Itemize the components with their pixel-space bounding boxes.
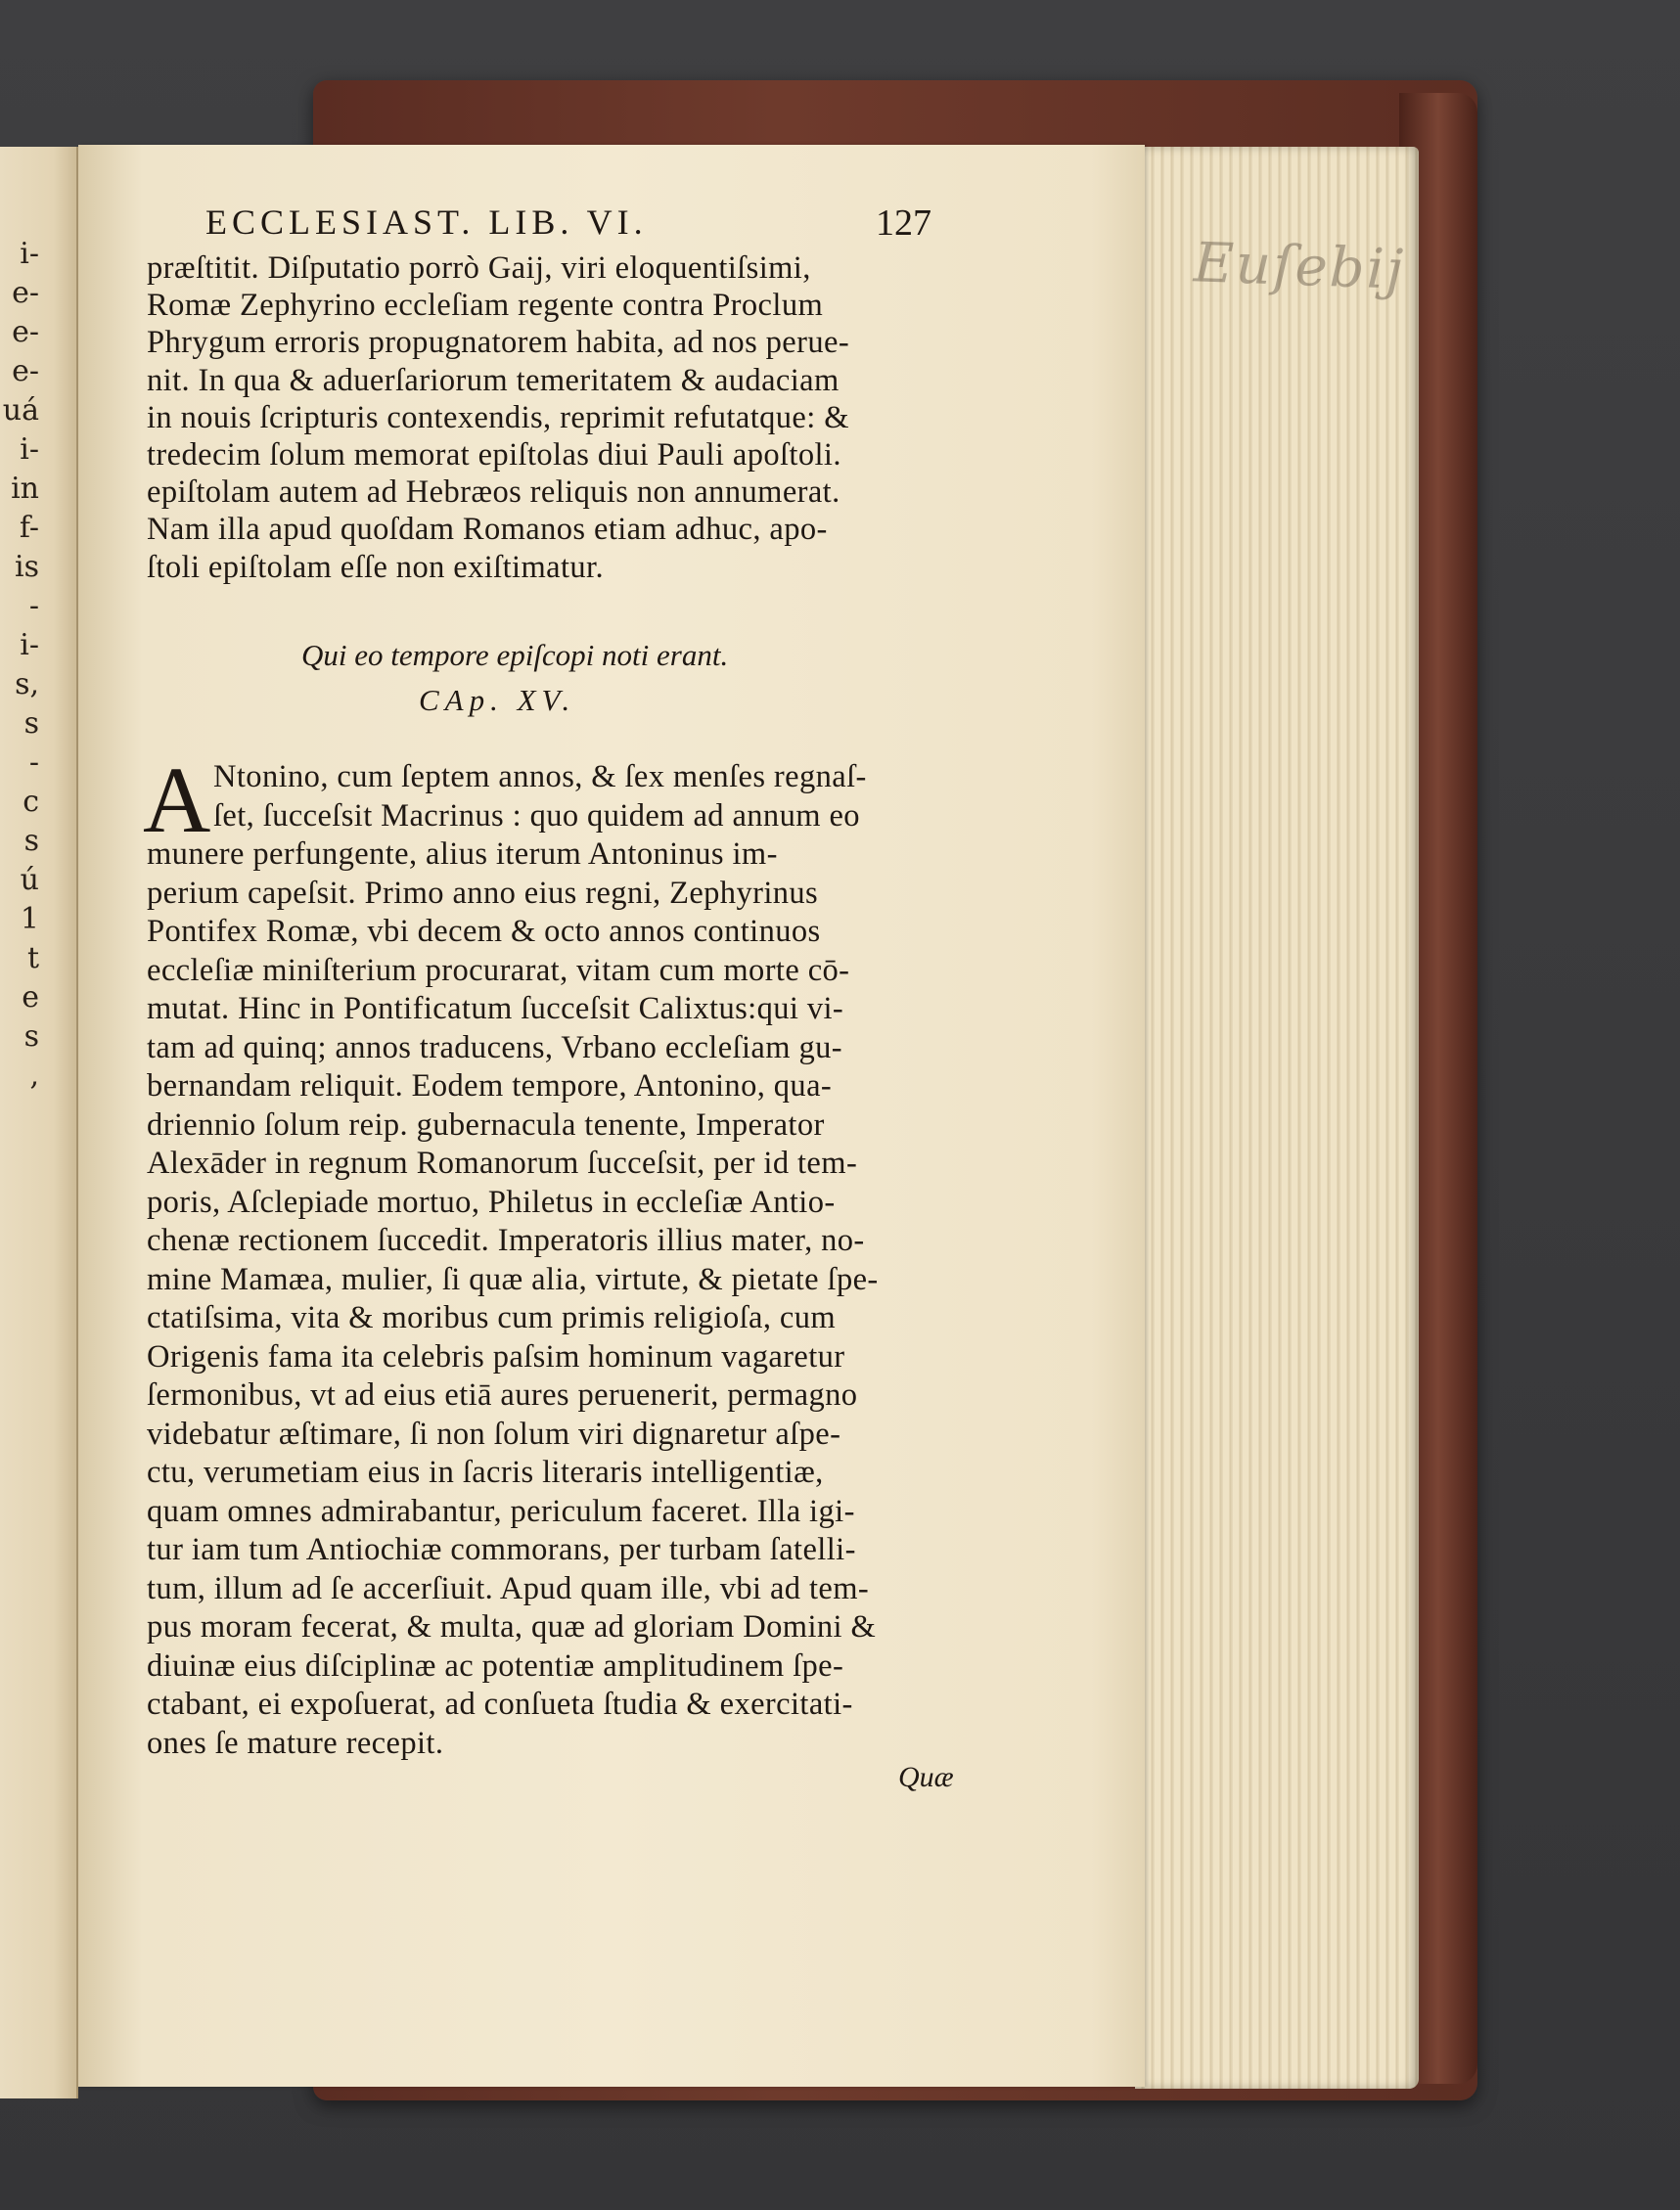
text-line: ones ſe mature recepit. xyxy=(147,1725,444,1761)
marginalia-fragment: e- xyxy=(12,354,39,388)
text-line: Pontifex Romæ, vbi decem & octo annos continuos xyxy=(147,914,821,949)
marginalia-fragment: c xyxy=(23,785,39,819)
catchword: Quæ xyxy=(898,1761,954,1793)
text-line: chenæ rectionem ſuccedit. Imperatoris illius mater, no- xyxy=(147,1223,865,1258)
text-line: tum, illum ad ſe accerſiuit. Apud quam ille, vbi ad tem- xyxy=(147,1570,870,1606)
marginalia-fragment: in xyxy=(11,472,39,506)
text-line: ſet, ſucceſsit Macrinus : quo quidem ad annum eo xyxy=(213,797,860,834)
text-line: quam omnes admirabantur, periculum faceret. Illa igi- xyxy=(147,1493,855,1529)
running-head: ECCLESIAST. LIB. VI. xyxy=(205,203,648,242)
text-line: Alexāder in regnum Romanorum ſucceſsit, per id tem- xyxy=(147,1146,858,1181)
text-line: ctabant, ei expoſuerat, ad conſueta ſtudia & exercitati- xyxy=(147,1687,853,1722)
text-line: driennio ſolum reip. gubernacula tenente, Imperator xyxy=(147,1106,825,1143)
text-line: tam ad quinq; annos traducens, Vrbano eccleſiam gu- xyxy=(147,1029,842,1065)
marginalia-fragment: e- xyxy=(12,315,39,349)
text-line: Romæ Zephyrino eccleſiam regente contra Proclum xyxy=(147,288,824,324)
text-line: diuinæ eius diſciplinæ ac potentiæ amplitudinem ſpe- xyxy=(147,1647,844,1684)
marginalia-fragment: is xyxy=(15,550,39,584)
marginalia-fragment: - xyxy=(28,589,39,623)
text-line: Origenis fama ita celebris paſsim hominum vagaretur xyxy=(147,1338,845,1375)
chapter-number: CAp. XV. xyxy=(419,683,576,717)
text-line: bernandam reliquit. Eodem tempore, Antonino, qua- xyxy=(147,1068,833,1104)
marginalia-fragment: s xyxy=(23,706,39,741)
text-line: Nam illa apud quoſdam Romanos etiam adhuc, apo- xyxy=(147,512,828,548)
text-line: eccleſiæ miniſterium procurarat, vitam cum morte cō- xyxy=(147,952,850,988)
text-line: pus moram fecerat, & multa, quæ ad gloriam Domini & xyxy=(147,1609,877,1645)
marginalia-fragment: e xyxy=(22,980,39,1015)
text-line: poris, Aſclepiade mortuo, Philetus in eccleſiæ Antio- xyxy=(147,1184,836,1220)
text-line: Ntonino, cum ſeptem annos, & ſex menſes regnaſ- xyxy=(213,759,867,794)
left-page-marginalia xyxy=(0,235,39,1096)
text-line: nit. In qua & aduerſariorum temeritatem & audaciam xyxy=(147,362,840,398)
text-line: præſtitit. Diſputatio porrò Gaij, viri eloquentiſsimi, xyxy=(147,250,811,286)
chapter-title: Qui eo tempore epiſcopi noti erant. xyxy=(301,638,729,672)
marginalia-fragment: s xyxy=(23,824,39,858)
marginalia-fragment: f- xyxy=(19,511,39,545)
marginalia-fragment: ú xyxy=(20,863,39,897)
marginalia-fragment: - xyxy=(28,745,39,780)
marginalia-fragment: t xyxy=(26,941,39,975)
text-line: ctu, verumetiam eius in ſacris literaris intelligentiæ, xyxy=(147,1455,824,1490)
drop-cap: A xyxy=(143,747,211,852)
text-line: ſtoli epiſtolam eſſe non exiſtimatur. xyxy=(147,549,605,585)
marginalia-fragment: i- xyxy=(20,628,39,662)
marginalia-fragment: , xyxy=(29,1059,39,1093)
page-number: 127 xyxy=(876,203,931,244)
page-edge-label: Euſebij xyxy=(1192,231,1407,302)
text-line: ſermonibus, vt ad eius etiā aures peruenerit, permagno xyxy=(147,1377,858,1413)
text-line: videbatur æſtimare, ſi non ſolum viri dignaretur aſpe- xyxy=(147,1416,841,1452)
marginalia-fragment: s xyxy=(23,1019,39,1054)
text-line: munere perfungente, alius iterum Antoninus im- xyxy=(147,836,778,872)
marginalia-fragment: 1 xyxy=(20,902,39,936)
text-line: in nouis ſcripturis contexendis, reprimit refutatque: & xyxy=(147,399,849,435)
text-line: tredecim ſolum memorat epiſtolas diui Pauli apoſtoli. xyxy=(147,437,841,473)
marginalia-fragment: i- xyxy=(20,432,39,467)
text-line: mutat. Hinc in Pontificatum ſucceſsit Calixtus:qui vi- xyxy=(147,991,844,1026)
text-line: tur iam tum Antiochiæ commorans, per turbam ſatelli- xyxy=(147,1532,856,1567)
text-line: Phrygum erroris propugnatorem habita, ad nos perue- xyxy=(147,325,850,361)
marginalia-fragment: e- xyxy=(12,276,39,310)
text-line: ctatiſsima, vita & moribus cum primis religioſa, cum xyxy=(147,1300,837,1335)
text-line: perium capeſsit. Primo anno eius regni, Zephyrinus xyxy=(147,875,819,911)
marginalia-fragment: uá xyxy=(2,393,39,428)
marginalia-fragment: s, xyxy=(15,667,39,701)
text-line: mine Mamæa, mulier, ſi quæ alia, virtute, & pietate ſpe- xyxy=(147,1261,879,1297)
text-line: epiſtolam autem ad Hebræos reliquis non annumerat. xyxy=(147,474,840,511)
page-block-edge xyxy=(1135,147,1419,2089)
marginalia-fragment: i- xyxy=(20,237,39,271)
